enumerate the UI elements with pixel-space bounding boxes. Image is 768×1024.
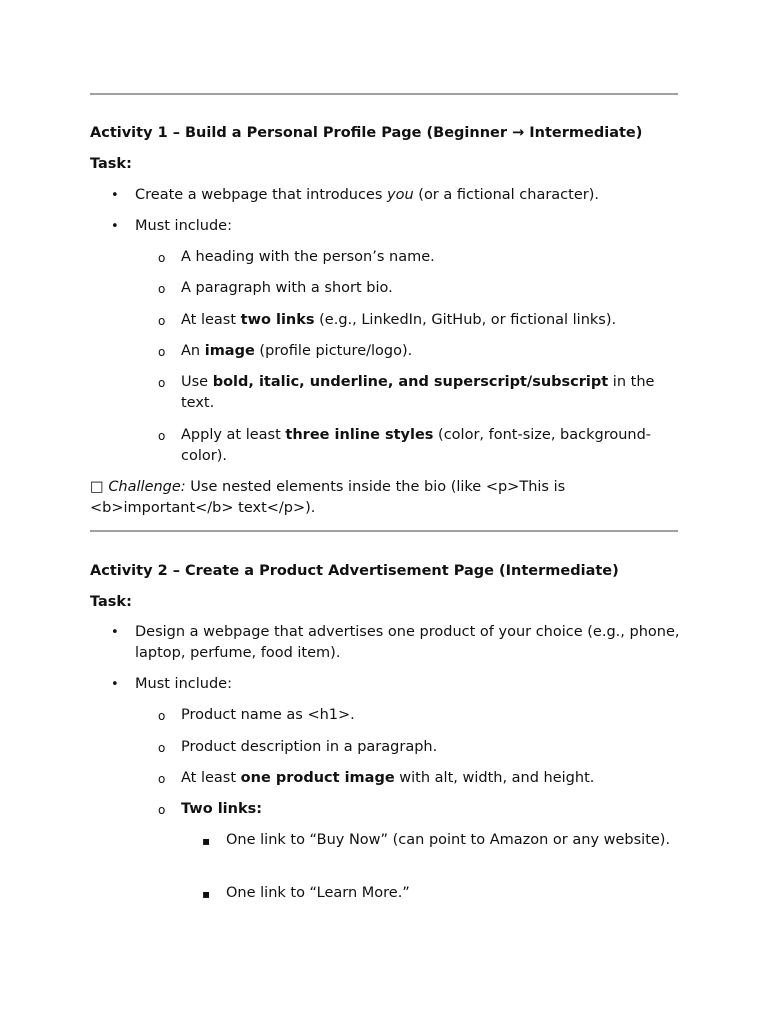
- bullet-circle: o: [158, 282, 166, 296]
- activity2-task-label: Task:: [90, 594, 132, 610]
- bullet-circle: o: [158, 772, 166, 786]
- bullet-disc: •: [111, 677, 119, 692]
- middle-divider: [90, 530, 678, 532]
- activity1-sub-heading: A heading with the person’s name.: [181, 249, 435, 265]
- activity1-task-label: Task:: [90, 156, 132, 172]
- activity1-sub-links: At least two links (e.g., LinkedIn, GitHub, or fictional links).: [181, 312, 617, 328]
- activity2-sub-links: Two links:: [181, 801, 263, 817]
- activity1-sub-formatting: Use bold, italic, underline, and superscript/subscript in the text.: [181, 374, 655, 411]
- bullet-disc: •: [111, 625, 119, 640]
- bullet-circle: o: [158, 741, 166, 755]
- challenge-icon: □: [90, 479, 104, 495]
- activity1-intro-item: Create a webpage that introduces you (or a fictional character).: [135, 187, 599, 203]
- activity1-sub-paragraph: A paragraph with a short bio.: [181, 280, 393, 296]
- activity2-link-learn-more: One link to “Learn More.”: [226, 885, 410, 901]
- activity2-link-buy-now: One link to “Buy Now” (can point to Amazon or any website).: [226, 832, 671, 848]
- bullet-circle: o: [158, 314, 166, 328]
- activity1-challenge: □ Challenge: Use nested elements inside the bio (like <p>This is <b>important</b> text</p>).: [90, 479, 566, 516]
- activity1-sub-styles: Apply at least three inline styles (color, font-size, background-color).: [181, 427, 652, 464]
- bullet-circle: o: [158, 429, 166, 443]
- bullet-square: ▪: [202, 834, 211, 848]
- bullet-disc: •: [111, 219, 119, 234]
- activity1-sub-image: An image (profile picture/logo).: [181, 343, 413, 359]
- bullet-square: ▪: [202, 887, 211, 901]
- bullet-disc: •: [111, 188, 119, 203]
- bullet-circle: o: [158, 709, 166, 723]
- activity1-title: Activity 1 – Build a Personal Profile Page (Beginner → Intermediate): [90, 125, 643, 141]
- top-divider: [90, 93, 678, 95]
- bullet-circle: o: [158, 345, 166, 359]
- activity2-sub-image: At least one product image with alt, width, and height.: [181, 770, 595, 786]
- activity2-must-include: Must include:: [135, 676, 232, 692]
- bullet-circle: o: [158, 803, 166, 817]
- bullet-circle: o: [158, 251, 166, 265]
- activity1-must-include: Must include:: [135, 218, 232, 234]
- activity2-title: Activity 2 – Create a Product Advertisement Page (Intermediate): [90, 563, 619, 579]
- activity2-sub-description: Product description in a paragraph.: [181, 739, 438, 755]
- bullet-circle: o: [158, 376, 166, 390]
- activity2-design-item: Design a webpage that advertises one product of your choice (e.g., phone, laptop, perfume, food item).: [135, 624, 680, 661]
- activity2-sub-name: Product name as <h1>.: [181, 707, 355, 723]
